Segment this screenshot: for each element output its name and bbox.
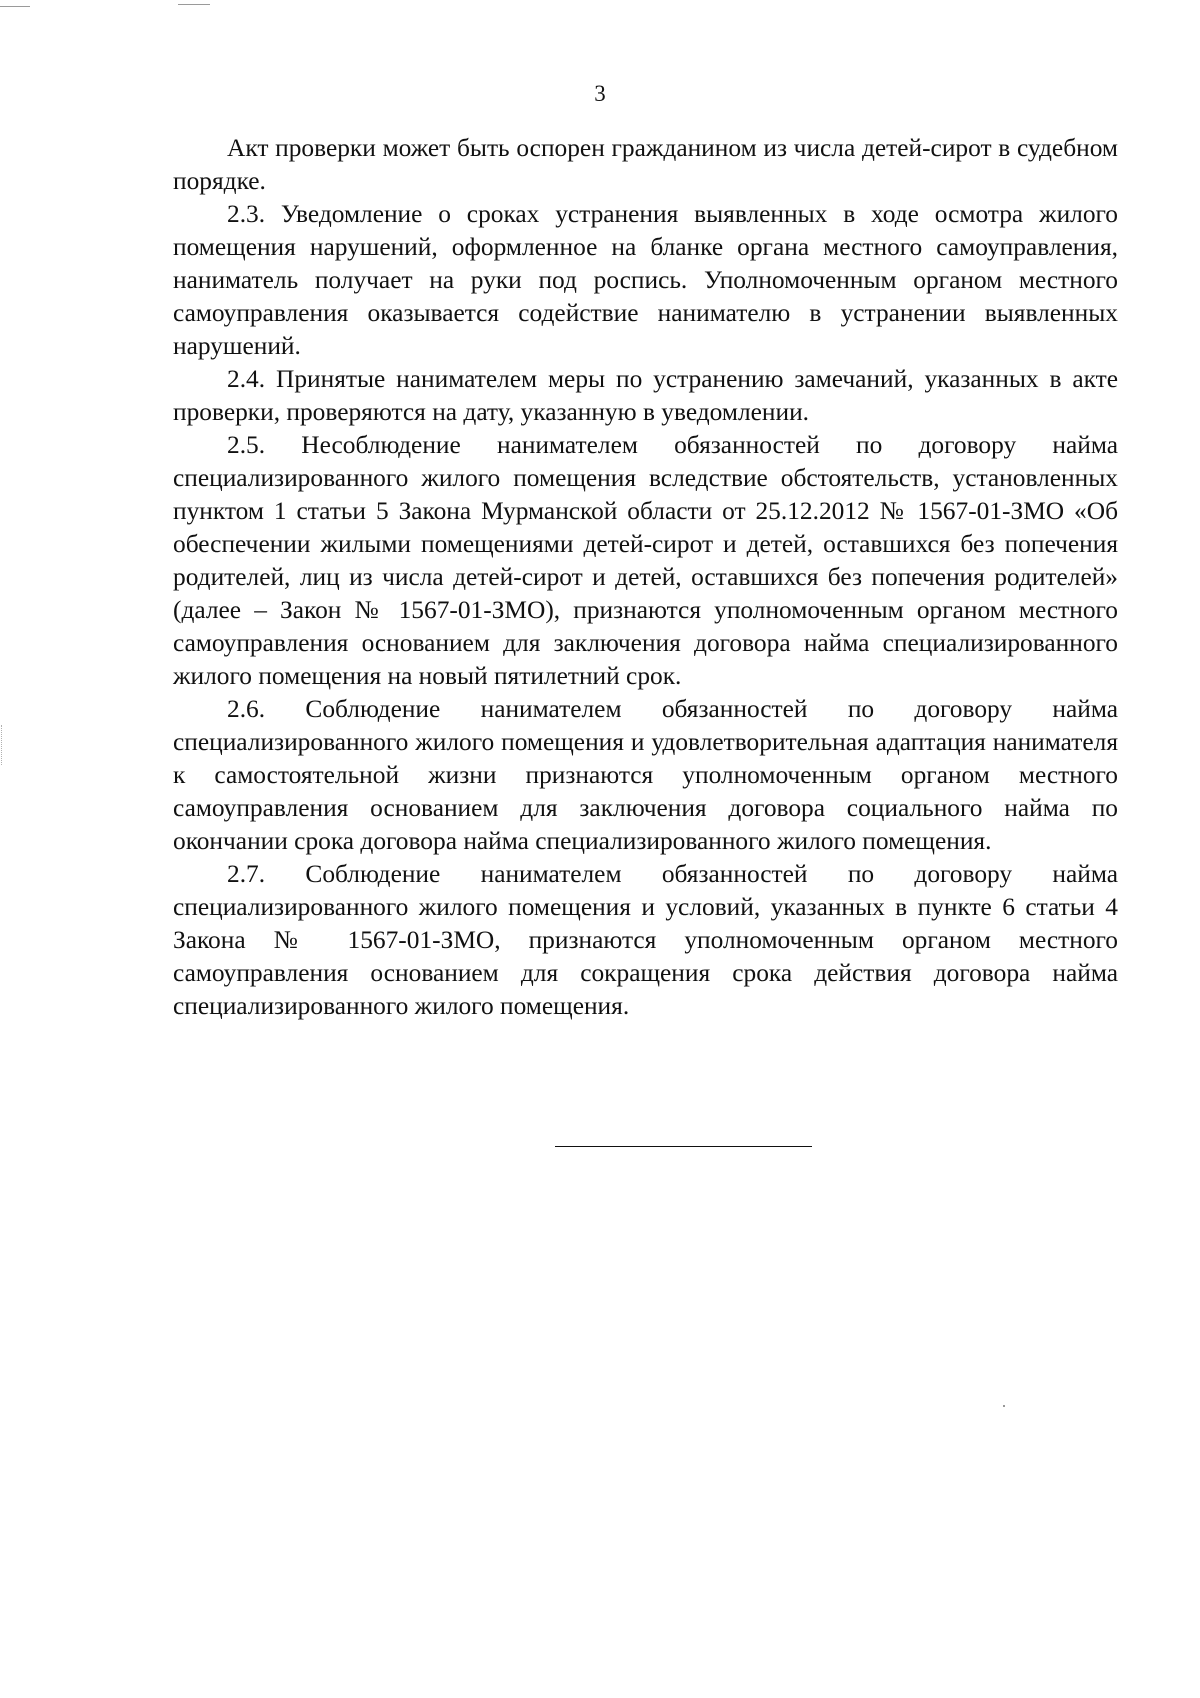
end-of-text-rule [555,1146,812,1147]
scan-artifact-edge [1,725,3,765]
scan-artifact-line [0,6,30,7]
paragraph-2-6: 2.6. Соблюдение нанимателем обязанностей по договору найма специализированного жилого помещения и удовлетворительная адаптация нанимателя к самостоятельной жизни признаются уполномоченным органом местного самоуправления основанием для заключения договора социального найма по окончании срока договора найма специализированного жилого помещения. [173,695,1118,855]
document-body [173,132,1118,1023]
paragraph-2-3: 2.3. Уведомление о сроках устранения выявленных в ходе осмотра жилого помещения нарушений, оформленное на бланке органа местного самоуправления, наниматель получает на руки под роспись. Уполномоченным органом местного самоуправления оказывается содействие нанимателю в устранении выявленных нарушений. [173,200,1118,360]
paragraph-2-7: 2.7. Соблюдение нанимателем обязанностей по договору найма специализированного жилого помещения и условий, указанных в пункте 6 статьи 4 Закона № 1567-01-ЗМО, признаются уполномоченным органом местного самоуправления основанием для сокращения срока действия договора найма специализированного жилого помещения. [173,860,1118,1020]
page-number: 3 [594,81,606,106]
paragraph-2-5: 2.5. Несоблюдение нанимателем обязанностей по договору найма специализированного жилого помещения вследствие обстоятельств, установленных пунктом 1 статьи 5 Закона Мурманской области от 25.12.2012 № 1567-01-ЗМО «Об обеспечении жилыми помещениями детей-сирот и детей, оставшихся без попечения родителей, лиц из числа детей-сирот и детей, оставшихся без попечения родителей» (далее – Закон № 1567-01-ЗМО), признаются уполномоченным органом местного самоуправления основанием для заключения договора найма специализированного жилого помещения на новый пятилетний срок. [173,431,1118,690]
scan-artifact-dot [1003,1405,1005,1407]
paragraph-act-appeal: Акт проверки может быть оспорен гражданином из числа детей-сирот в судебном порядке. [173,134,1118,195]
scan-artifact-line [178,4,210,5]
paragraph-2-4: 2.4. Принятые нанимателем меры по устранению замечаний, указанных в акте проверки, проверяются на дату, указанную в уведомлении. [173,365,1118,426]
